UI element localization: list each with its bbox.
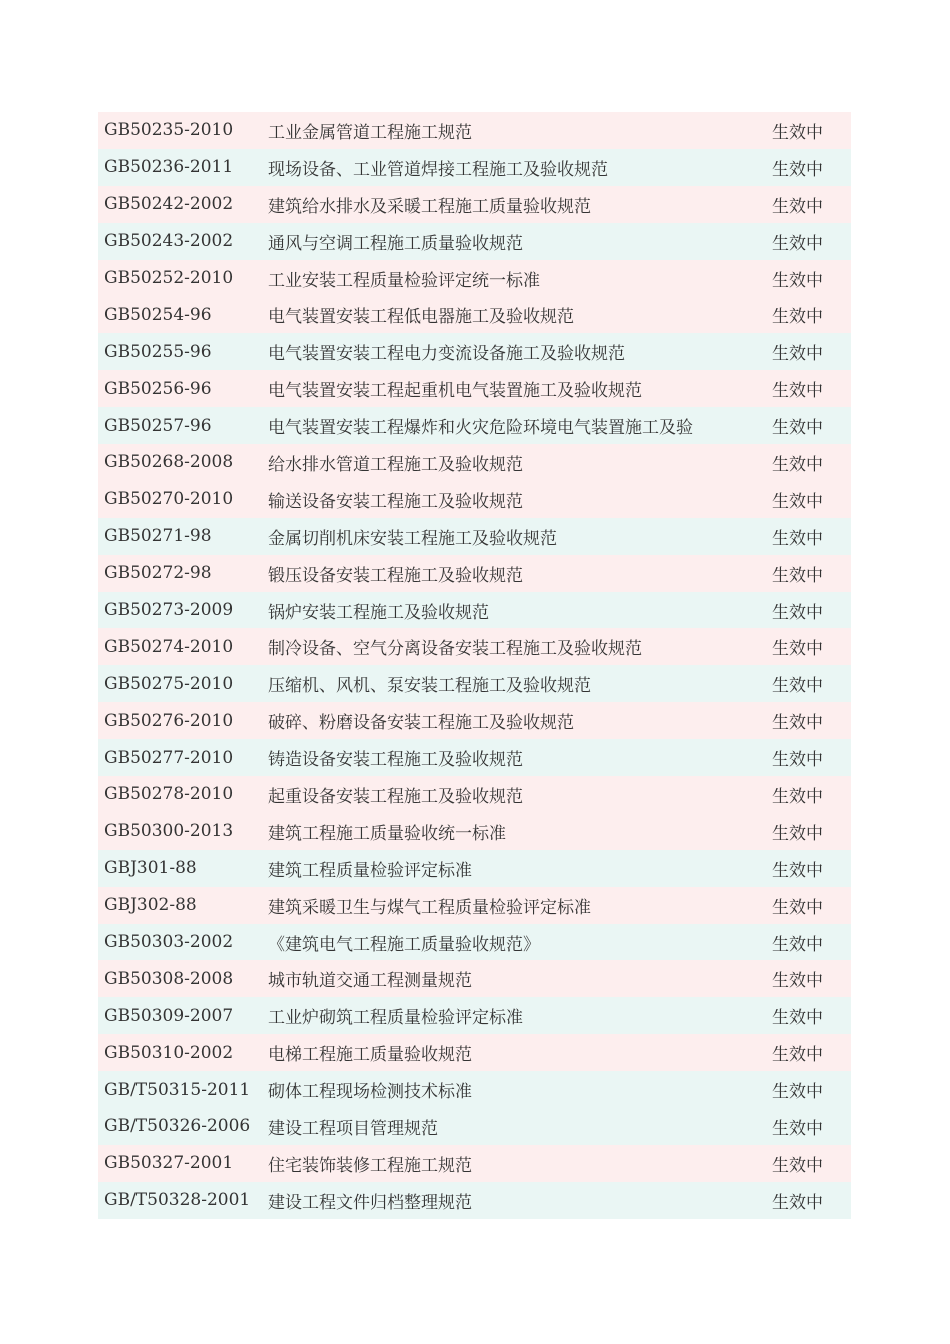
standard-code: GB50274-2010	[104, 636, 234, 657]
table-row	[98, 1145, 851, 1182]
table-row	[98, 555, 851, 592]
table-row	[98, 813, 851, 850]
standard-code: GB50235-2010	[104, 120, 234, 141]
table-row	[98, 1071, 851, 1108]
standard-code: GB50254-96	[104, 304, 212, 325]
status-text: 生效中	[772, 786, 823, 807]
status-text: 生效中	[772, 122, 823, 143]
standard-name: 工业炉砌筑工程质量检验评定标准	[268, 1008, 523, 1029]
standard-code: GB50256-96	[104, 378, 212, 399]
standard-code: GB50275-2010	[104, 673, 234, 694]
standard-name: 制冷设备、空气分离设备安装工程施工及验收规范	[268, 639, 642, 660]
standard-code: GB50278-2010	[104, 784, 234, 805]
standard-code: GBJ301-88	[104, 858, 197, 879]
standard-name: 建筑工程质量检验评定标准	[268, 860, 472, 881]
standard-code: GB/T50326-2006	[104, 1116, 251, 1137]
standard-name: 电梯工程施工质量验收规范	[268, 1045, 472, 1066]
table-row	[98, 407, 851, 444]
table-row	[98, 481, 851, 518]
standard-code: GB50236-2011	[104, 157, 234, 178]
status-text: 生效中	[772, 233, 823, 254]
standard-code: GB50300-2013	[104, 821, 234, 842]
standard-code: GB50268-2008	[104, 452, 234, 473]
status-text: 生效中	[772, 860, 823, 881]
status-text: 生效中	[772, 639, 823, 660]
table-row	[98, 739, 851, 776]
standard-code: GB50303-2002	[104, 932, 234, 953]
standard-name: 金属切削机床安装工程施工及验收规范	[268, 528, 557, 549]
standard-name: 建筑工程施工质量验收统一标准	[268, 823, 506, 844]
standard-name: 电气装置安装工程爆炸和火灾危险环境电气装置施工及验	[268, 418, 693, 439]
standard-code: GB50327-2001	[104, 1153, 234, 1174]
standard-name: 锅炉安装工程施工及验收规范	[268, 602, 489, 623]
standard-name: 铸造设备安装工程施工及验收规范	[268, 750, 523, 771]
standard-code: GB50255-96	[104, 341, 212, 362]
status-text: 生效中	[772, 1045, 823, 1066]
table-row	[98, 924, 851, 961]
table-row	[98, 333, 851, 370]
standard-code: GBJ302-88	[104, 895, 197, 916]
standard-code: GB50242-2002	[104, 194, 234, 215]
status-text: 生效中	[772, 270, 823, 291]
status-text: 生效中	[772, 528, 823, 549]
table-row	[98, 850, 851, 887]
status-text: 生效中	[772, 1082, 823, 1103]
standard-code: GB50252-2010	[104, 268, 234, 288]
table-row	[98, 592, 851, 629]
standard-name: 住宅装饰装修工程施工规范	[268, 1155, 472, 1176]
standard-name: 电气装置安装工程低电器施工及验收规范	[268, 307, 574, 328]
standard-name: 建筑采暖卫生与煤气工程质量检验评定标准	[268, 897, 591, 918]
standard-code: GB50257-96	[104, 415, 212, 436]
table-row	[98, 296, 851, 333]
standard-code: GB50270-2010	[104, 489, 234, 510]
status-text: 生效中	[772, 418, 823, 439]
standard-code: GB50271-98	[104, 526, 212, 547]
status-text: 生效中	[772, 344, 823, 365]
status-text: 生效中	[772, 897, 823, 918]
standard-name: 工业金属管道工程施工规范	[268, 122, 472, 143]
table-row	[98, 887, 851, 924]
table-row	[98, 149, 851, 186]
standard-name: 通风与空调工程施工质量验收规范	[268, 233, 523, 254]
status-text: 生效中	[772, 196, 823, 217]
status-text: 生效中	[772, 934, 823, 955]
standard-name: 电气装置安装工程电力变流设备施工及验收规范	[268, 344, 625, 365]
table-row	[98, 223, 851, 260]
table-row	[98, 444, 851, 481]
table-row	[98, 997, 851, 1034]
status-text: 生效中	[772, 1192, 823, 1213]
status-text: 生效中	[772, 823, 823, 844]
status-text: 生效中	[772, 1155, 823, 1176]
standard-name: 建筑给水排水及采暖工程施工质量验收规范	[268, 196, 591, 217]
standard-code: GB/T50315-2011	[104, 1079, 251, 1100]
table-row	[98, 702, 851, 739]
standard-name: 现场设备、工业管道焊接工程施工及验收规范	[268, 159, 608, 180]
table-row	[98, 1034, 851, 1071]
status-text: 生效中	[772, 381, 823, 402]
standard-code: GB50310-2002	[104, 1042, 234, 1063]
standard-name: 给水排水管道工程施工及验收规范	[268, 454, 523, 475]
standard-name: 砌体工程现场检测技术标准	[268, 1082, 472, 1103]
standard-name: 《建筑电气工程施工质量验收规范》	[268, 934, 540, 955]
status-text: 生效中	[772, 454, 823, 475]
status-text: 生效中	[772, 565, 823, 586]
standard-code: GB50276-2010	[104, 710, 234, 731]
standard-code: GB50277-2010	[104, 747, 234, 768]
standard-code: GB50309-2007	[104, 1005, 234, 1026]
status-text: 生效中	[772, 491, 823, 512]
table-row	[98, 628, 851, 665]
status-text: 生效中	[772, 159, 823, 180]
standard-name: 破碎、粉磨设备安装工程施工及验收规范	[268, 713, 574, 734]
standard-code: GB/T50328-2001	[104, 1190, 251, 1211]
table-row	[98, 112, 851, 149]
standards-table	[98, 112, 851, 1219]
standard-name: 电气装置安装工程起重机电气装置施工及验收规范	[268, 381, 642, 402]
standard-name: 工业安装工程质量检验评定统一标准	[268, 270, 540, 291]
standard-name: 起重设备安装工程施工及验收规范	[268, 786, 523, 807]
standard-name: 输送设备安装工程施工及验收规范	[268, 491, 523, 512]
status-text: 生效中	[772, 750, 823, 771]
standard-code: GB50243-2002	[104, 231, 234, 252]
standard-code: GB50308-2008	[104, 968, 234, 989]
standard-name: 建设工程项目管理规范	[268, 1118, 438, 1139]
table-row	[98, 260, 851, 297]
table-row	[98, 370, 851, 407]
table-row	[98, 776, 851, 813]
standard-code: GB50273-2009	[104, 600, 234, 621]
status-text: 生效中	[772, 1008, 823, 1029]
status-text: 生效中	[772, 602, 823, 623]
standard-code: GB50272-98	[104, 563, 212, 584]
standard-name: 压缩机、风机、泵安装工程施工及验收规范	[268, 676, 591, 697]
status-text: 生效中	[772, 307, 823, 328]
table-row	[98, 960, 851, 997]
table-row	[98, 665, 851, 702]
status-text: 生效中	[772, 971, 823, 992]
standard-name: 城市轨道交通工程测量规范	[268, 971, 472, 992]
status-text: 生效中	[772, 713, 823, 734]
standard-name: 建设工程文件归档整理规范	[268, 1192, 472, 1213]
table-row	[98, 518, 851, 555]
table-row	[98, 1108, 851, 1145]
table-row	[98, 1182, 851, 1219]
table-row	[98, 186, 851, 223]
status-text: 生效中	[772, 1118, 823, 1139]
standard-name: 锻压设备安装工程施工及验收规范	[268, 565, 523, 586]
status-text: 生效中	[772, 676, 823, 697]
